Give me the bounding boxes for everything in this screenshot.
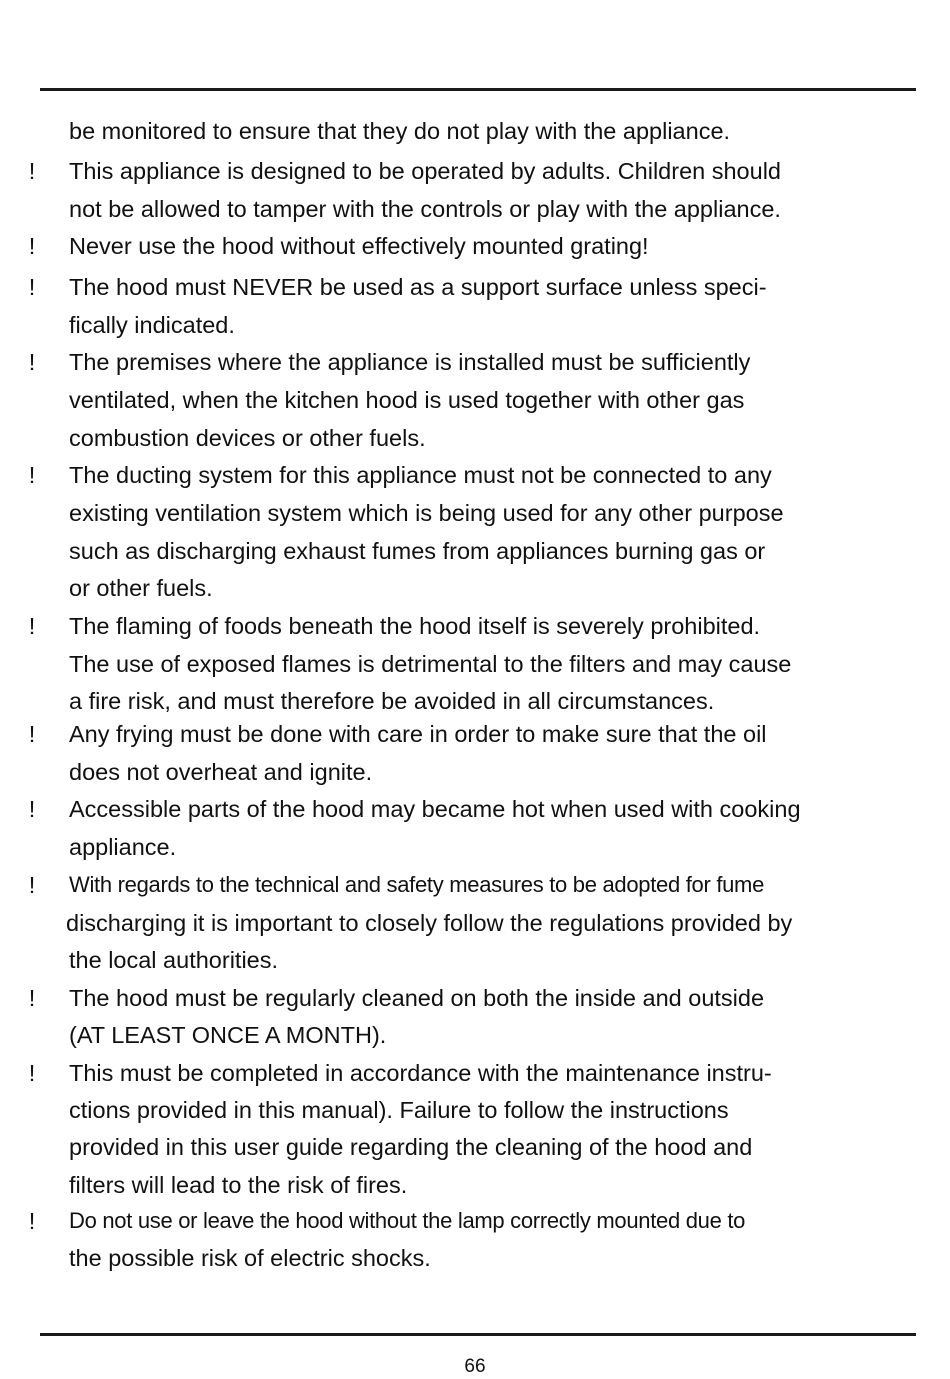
bullet-mark: ! — [28, 233, 36, 259]
instruction-line: The hood must NEVER be used as a support surface unless speci- — [69, 274, 767, 300]
bullet-mark: ! — [28, 349, 36, 375]
instruction-line: The premises where the appliance is installed must be sufficiently — [69, 349, 751, 375]
instruction-line: The flaming of foods beneath the hood itself is severely prohibited. — [69, 613, 761, 639]
instruction-line: Accessible parts of the hood may became hot when used with cooking — [69, 796, 801, 822]
bottom-rule — [40, 1333, 916, 1336]
instruction-line: does not overheat and ignite. — [69, 759, 373, 785]
instruction-line: This must be completed in accordance with the maintenance instru- — [69, 1060, 772, 1086]
instruction-line: combustion devices or other fuels. — [69, 425, 426, 451]
instruction-line: such as discharging exhaust fumes from appliances burning gas or — [69, 538, 766, 564]
instruction-line: the possible risk of electric shocks. — [69, 1245, 431, 1271]
instruction-line: fically indicated. — [69, 312, 235, 338]
bullet-mark: ! — [28, 872, 36, 898]
intro-line: be monitored to ensure that they do not play with the appliance. — [69, 118, 731, 144]
instruction-line: ctions provided in this manual). Failure to follow the instructions — [69, 1097, 729, 1123]
instruction-line: With regards to the technical and safety measures to be adopted for fume — [69, 872, 765, 897]
bullet-mark: ! — [28, 985, 36, 1011]
instruction-line: The hood must be regularly cleaned on both the inside and outside — [69, 985, 765, 1011]
instruction-line: Never use the hood without effectively mounted grating! — [69, 233, 649, 259]
instruction-line: filters will lead to the risk of fires. — [69, 1172, 408, 1198]
bullet-mark: ! — [28, 1208, 36, 1234]
instruction-line: The ducting system for this appliance must not be connected to any — [69, 462, 772, 488]
instruction-line: Do not use or leave the hood without the lamp correctly mounted due to — [69, 1208, 746, 1233]
instruction-line: not be allowed to tamper with the controls or play with the appliance. — [69, 196, 781, 222]
instruction-line: a fire risk, and must therefore be avoided in all circumstances. — [69, 688, 715, 714]
page-number: 66 — [464, 1356, 486, 1377]
instruction-line: the local authorities. — [69, 947, 279, 973]
bullet-mark: ! — [28, 462, 36, 488]
bullet-mark: ! — [28, 274, 36, 300]
bullet-mark: ! — [28, 158, 36, 184]
bullet-mark: ! — [28, 613, 36, 639]
instruction-line: ventilated, when the kitchen hood is used together with other gas — [69, 387, 745, 413]
instruction-line: Any frying must be done with care in order to make sure that the oil — [69, 721, 767, 747]
instruction-line: (AT LEAST ONCE A MONTH). — [69, 1022, 387, 1048]
instruction-line: appliance. — [69, 834, 177, 860]
instruction-line: provided in this user guide regarding the cleaning of the hood and — [69, 1134, 753, 1160]
instruction-line: The use of exposed flames is detrimental to the filters and may cause — [69, 651, 792, 677]
top-rule — [40, 88, 916, 91]
instruction-line: or other fuels. — [69, 575, 213, 601]
instruction-line: discharging it is important to closely follow the regulations provided by — [66, 910, 793, 936]
instruction-line: This appliance is designed to be operated by adults. Children should — [69, 158, 781, 184]
instruction-line: existing ventilation system which is being used for any other purpose — [69, 500, 784, 526]
bullet-mark: ! — [28, 1060, 36, 1086]
bullet-mark: ! — [28, 796, 36, 822]
bullet-mark: ! — [28, 721, 36, 747]
